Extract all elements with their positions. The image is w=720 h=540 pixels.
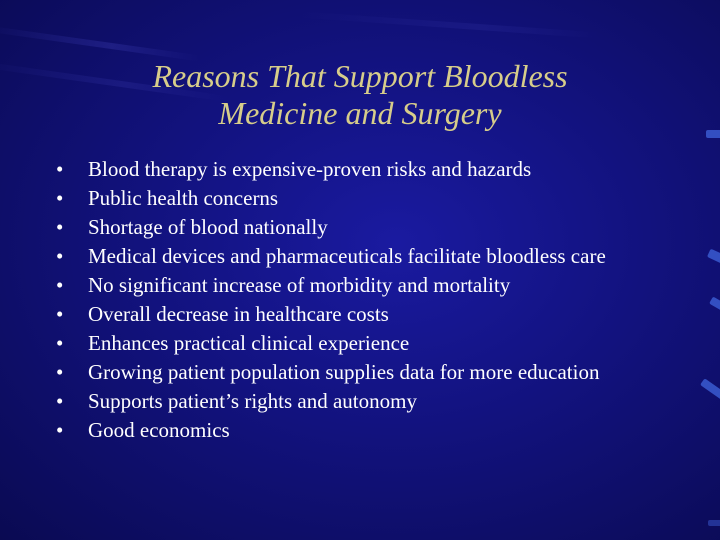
bullet-item: [50, 187, 670, 210]
edge-dash-decoration: [707, 249, 720, 265]
bullet-item: [50, 361, 670, 384]
edge-dash-decoration: [706, 130, 720, 138]
background-streak: [300, 12, 600, 39]
bullet-text: Public health concerns: [88, 186, 279, 210]
bullet-item: [50, 245, 670, 268]
bullet-text: Good economics: [88, 418, 230, 442]
bullet-icon: •: [56, 418, 64, 442]
edge-dash-decoration: [700, 378, 720, 399]
bullet-icon: •: [56, 186, 64, 210]
bullet-icon: •: [56, 215, 64, 239]
bullet-text: Supports patient’s rights and autonomy: [88, 389, 417, 413]
background-streak: [0, 25, 199, 62]
slide-title: [60, 58, 660, 132]
bullet-text: Shortage of blood nationally: [88, 215, 328, 239]
bullet-text: Overall decrease in healthcare costs: [88, 302, 389, 326]
edge-dash-decoration: [709, 297, 720, 312]
bullet-item: [50, 216, 670, 239]
bullet-text: Enhances practical clinical experience: [88, 331, 410, 355]
bullet-icon: •: [56, 360, 64, 384]
bullet-text: No significant increase of morbidity and mortality: [88, 273, 511, 297]
bullet-icon: •: [56, 273, 64, 297]
slide-title-line-2: Medicine and Surgery: [218, 95, 502, 131]
bullet-icon: •: [56, 331, 64, 355]
bullet-text: Medical devices and pharmaceuticals facilitate bloodless care: [88, 244, 606, 268]
bullet-text: Growing patient population supplies data for more education: [88, 360, 600, 384]
bullet-item: [50, 158, 670, 181]
bullet-list: [50, 158, 670, 448]
slide-title-line-1: Reasons That Support Bloodless: [152, 58, 568, 94]
bullet-item: [50, 303, 670, 326]
bullet-item: [50, 332, 670, 355]
bullet-item: [50, 274, 670, 297]
edge-dash-decoration: [708, 520, 720, 526]
bullet-item: [50, 419, 670, 442]
bullet-icon: •: [56, 157, 64, 181]
bullet-icon: •: [56, 302, 64, 326]
bullet-icon: •: [56, 389, 64, 413]
bullet-icon: •: [56, 244, 64, 268]
bullet-text: Blood therapy is expensive-proven risks and hazards: [88, 157, 532, 181]
bullet-item: [50, 390, 670, 413]
